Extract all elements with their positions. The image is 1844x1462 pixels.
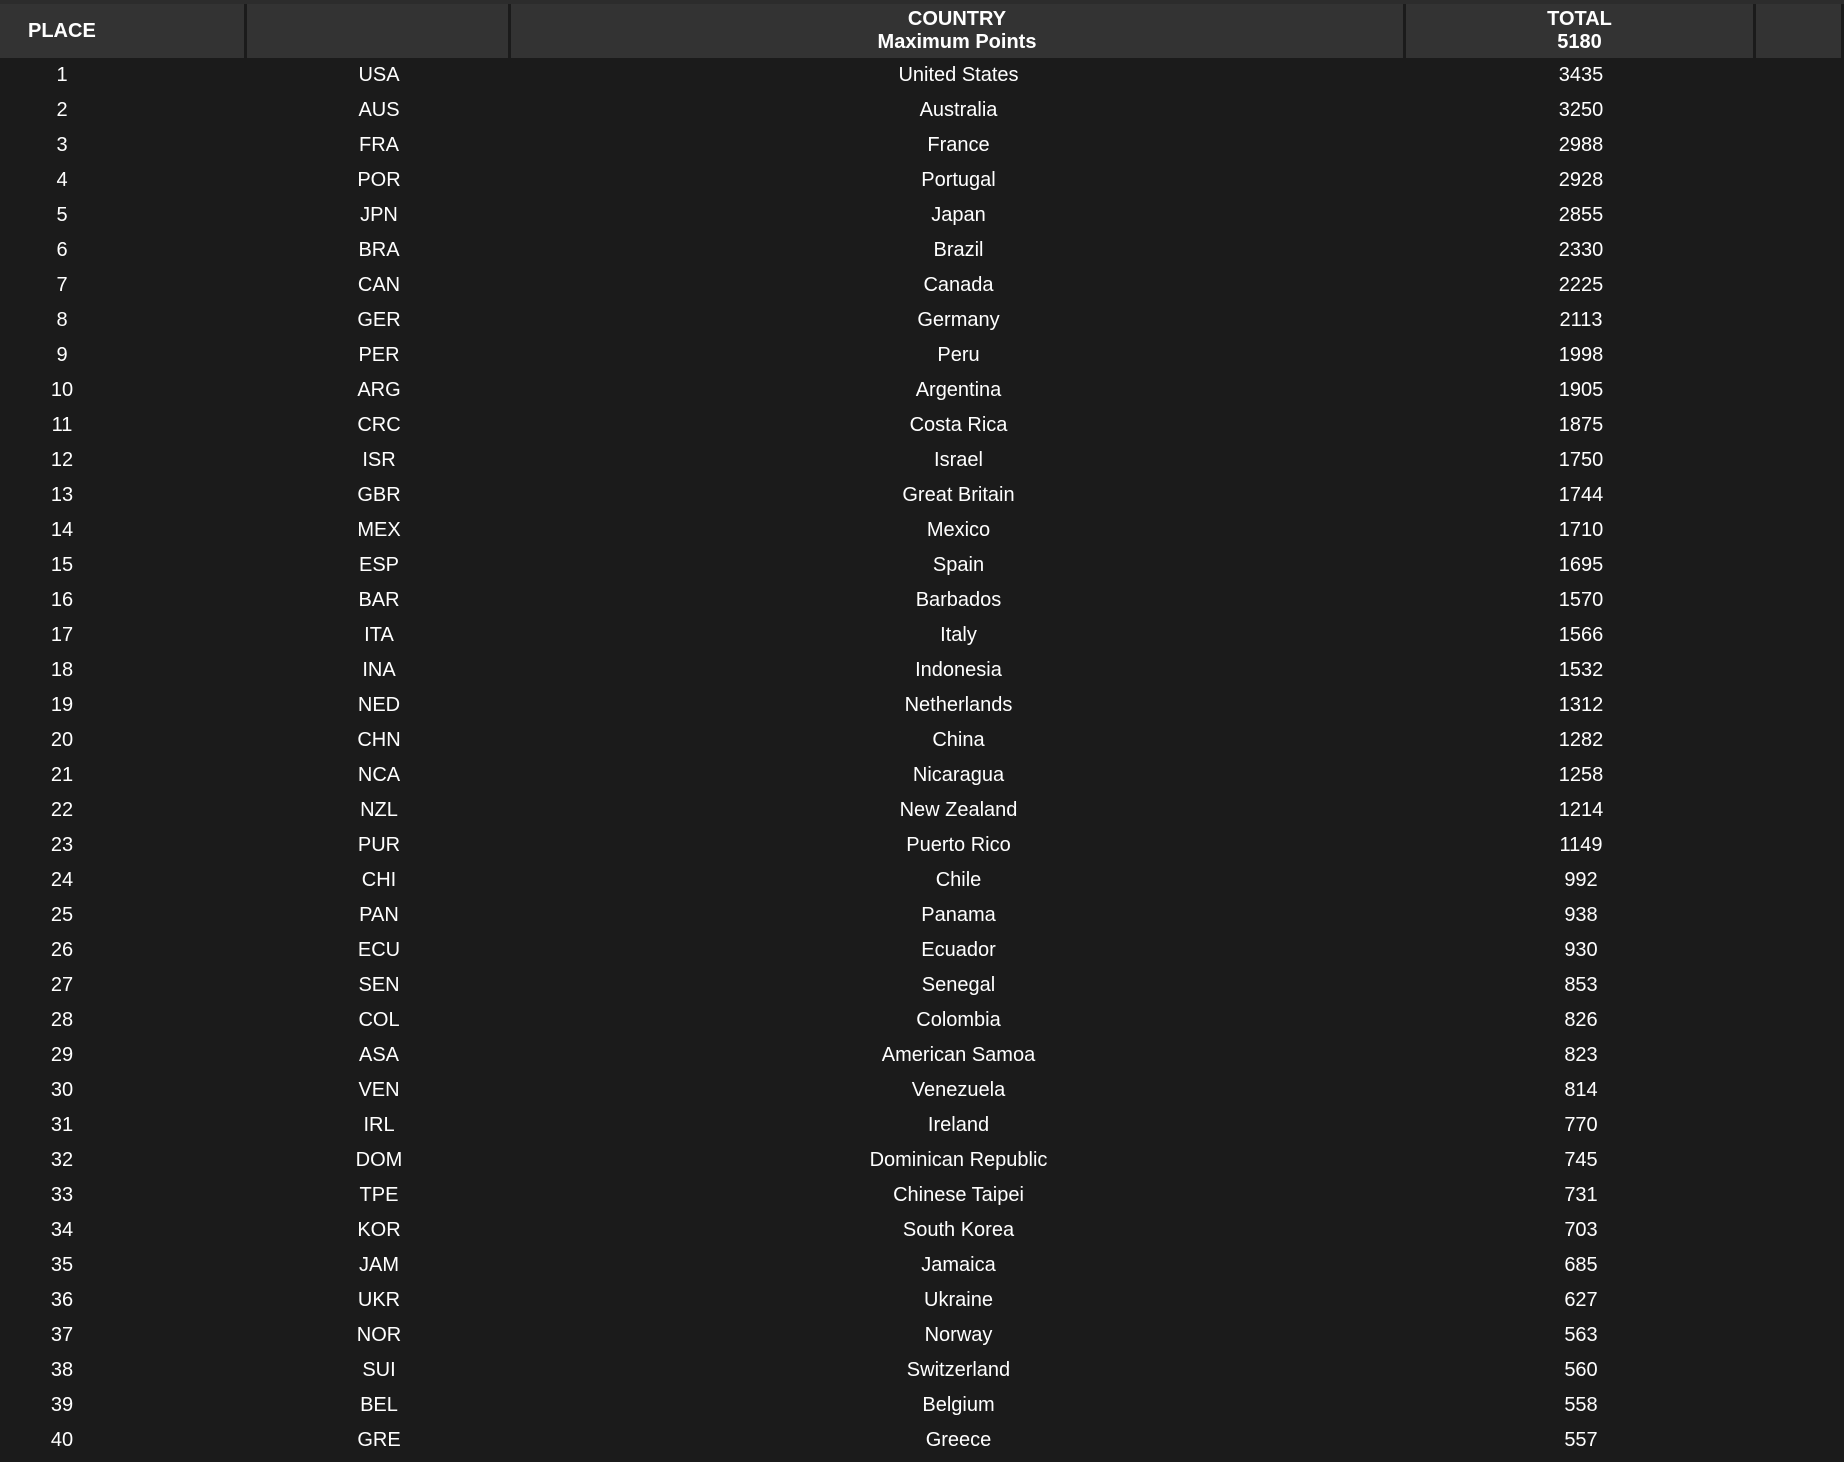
country-name-cell: Costa Rica bbox=[909, 414, 1008, 436]
country-code-cell: CHI bbox=[361, 869, 397, 891]
total-points-cell: 731 bbox=[1564, 1184, 1598, 1206]
country-code-cell: DOM bbox=[355, 1149, 403, 1171]
extra-cell bbox=[1756, 688, 1844, 723]
place-cell bbox=[0, 1178, 247, 1213]
country-name-cell: Nicaragua bbox=[912, 764, 1005, 786]
country-name-cell: Canada bbox=[923, 274, 994, 296]
country-header-label: COUNTRY bbox=[907, 8, 1007, 30]
total-points-cell: 853 bbox=[1564, 974, 1598, 996]
table-body bbox=[0, 58, 1844, 1458]
extra-cell bbox=[1756, 373, 1844, 408]
country-name-cell: Greece bbox=[925, 1429, 992, 1451]
extra-cell bbox=[1756, 1318, 1844, 1353]
extra-cell bbox=[1756, 933, 1844, 968]
total-points-cell: 1710 bbox=[1558, 519, 1604, 541]
table-row[interactable] bbox=[0, 93, 1844, 128]
country-code-cell: CHN bbox=[357, 729, 401, 751]
country-name-cell: Puerto Rico bbox=[906, 834, 1011, 856]
place-cell bbox=[0, 513, 247, 548]
place-value: 10 bbox=[50, 379, 74, 401]
extra-cell bbox=[1756, 1248, 1844, 1283]
place-cell bbox=[0, 1213, 247, 1248]
place-value: 22 bbox=[50, 799, 74, 821]
total-points-cell: 2330 bbox=[1558, 239, 1604, 261]
country-code-cell: UKR bbox=[357, 1289, 401, 1311]
country-code-cell: MEX bbox=[357, 519, 401, 541]
place-cell bbox=[0, 198, 247, 233]
country-code-cell: GRE bbox=[357, 1429, 401, 1451]
country-name-cell: Great Britain bbox=[902, 484, 1015, 506]
total-points-cell: 2928 bbox=[1558, 169, 1604, 191]
place-cell bbox=[0, 653, 247, 688]
country-code-cell: JAM bbox=[359, 1254, 399, 1276]
table-row[interactable] bbox=[0, 303, 1844, 338]
table-row[interactable] bbox=[0, 338, 1844, 373]
country-code-cell: VEN bbox=[358, 1079, 400, 1101]
extra-cell bbox=[1756, 898, 1844, 933]
extra-cell bbox=[1756, 443, 1844, 478]
country-code-cell: POR bbox=[357, 169, 401, 191]
table-row[interactable] bbox=[0, 863, 1844, 898]
total-points-cell: 814 bbox=[1564, 1079, 1598, 1101]
extra-cell bbox=[1756, 723, 1844, 758]
table-row[interactable] bbox=[0, 1143, 1844, 1178]
country-code-cell: KOR bbox=[357, 1219, 401, 1241]
total-points-cell: 1282 bbox=[1558, 729, 1604, 751]
total-points-cell: 1744 bbox=[1558, 484, 1604, 506]
total-points-cell: 823 bbox=[1564, 1044, 1598, 1066]
country-name-cell: Belgium bbox=[922, 1394, 995, 1416]
country-code-cell: NOR bbox=[356, 1324, 402, 1346]
total-points-cell: 703 bbox=[1564, 1219, 1598, 1241]
country-name-cell: Mexico bbox=[926, 519, 991, 541]
country-name-cell: France bbox=[927, 134, 990, 156]
country-code-cell: CAN bbox=[357, 274, 401, 296]
total-points-cell: 1695 bbox=[1558, 554, 1604, 576]
country-code-cell: PUR bbox=[357, 834, 401, 856]
place-value: 32 bbox=[50, 1149, 74, 1171]
total-points-cell: 1258 bbox=[1558, 764, 1604, 786]
table-row[interactable] bbox=[0, 758, 1844, 793]
extra-cell bbox=[1756, 128, 1844, 163]
country-name-cell: Chinese Taipei bbox=[893, 1184, 1024, 1206]
total-points-cell: 3250 bbox=[1558, 99, 1604, 121]
extra-cell bbox=[1756, 58, 1844, 93]
extra-cell bbox=[1756, 93, 1844, 128]
extra-cell bbox=[1756, 793, 1844, 828]
place-cell bbox=[0, 1038, 247, 1073]
place-value: 29 bbox=[50, 1044, 74, 1066]
place-cell bbox=[0, 93, 247, 128]
place-cell bbox=[0, 688, 247, 723]
total-header-label: TOTAL bbox=[1547, 8, 1612, 30]
country-name-cell: Norway bbox=[924, 1324, 993, 1346]
extra-cell bbox=[1756, 1038, 1844, 1073]
extra-cell bbox=[1756, 618, 1844, 653]
place-cell bbox=[0, 1388, 247, 1423]
extra-cell bbox=[1756, 338, 1844, 373]
place-cell bbox=[0, 478, 247, 513]
country-code-cell: BRA bbox=[358, 239, 400, 261]
place-cell bbox=[0, 373, 247, 408]
extra-cell bbox=[1756, 653, 1844, 688]
standings-table bbox=[0, 4, 1844, 1458]
country-code-cell: BEL bbox=[360, 1394, 398, 1416]
extra-cell bbox=[1756, 1388, 1844, 1423]
place-cell bbox=[0, 1248, 247, 1283]
country-name-cell: Italy bbox=[940, 624, 977, 646]
total-points-cell: 563 bbox=[1564, 1324, 1598, 1346]
country-name-cell: Indonesia bbox=[915, 659, 1002, 681]
country-code-cell: PAN bbox=[359, 904, 399, 926]
place-value: 31 bbox=[50, 1114, 74, 1136]
place-cell bbox=[0, 268, 247, 303]
table-row[interactable] bbox=[0, 478, 1844, 513]
place-value: 24 bbox=[50, 869, 74, 891]
place-value: 11 bbox=[51, 414, 73, 436]
place-cell bbox=[0, 1003, 247, 1038]
place-cell bbox=[0, 583, 247, 618]
total-points-cell: 560 bbox=[1564, 1359, 1598, 1381]
place-cell bbox=[0, 863, 247, 898]
country-code-cell: CRC bbox=[357, 414, 401, 436]
total-points-cell: 2113 bbox=[1559, 309, 1603, 331]
table-row[interactable] bbox=[0, 653, 1844, 688]
extra-cell bbox=[1756, 1003, 1844, 1038]
place-cell bbox=[0, 723, 247, 758]
total-column-header[interactable] bbox=[1406, 4, 1756, 58]
place-value: 39 bbox=[50, 1394, 74, 1416]
table-row[interactable] bbox=[0, 1388, 1844, 1423]
place-cell bbox=[0, 338, 247, 373]
total-points-cell: 1570 bbox=[1558, 589, 1604, 611]
total-points-cell: 1532 bbox=[1558, 659, 1604, 681]
place-cell bbox=[0, 128, 247, 163]
total-points-cell: 2988 bbox=[1558, 134, 1604, 156]
country-name-cell: Spain bbox=[932, 554, 985, 576]
total-points-cell: 557 bbox=[1564, 1429, 1598, 1451]
extra-cell bbox=[1756, 548, 1844, 583]
place-value: 33 bbox=[50, 1184, 74, 1206]
total-points-cell: 3435 bbox=[1558, 64, 1604, 86]
total-points-cell: 770 bbox=[1564, 1114, 1598, 1136]
extra-cell bbox=[1756, 303, 1844, 338]
place-value: 25 bbox=[50, 904, 74, 926]
country-name-cell: Germany bbox=[917, 309, 1000, 331]
total-points-cell: 1875 bbox=[1558, 414, 1604, 436]
country-name-cell: Australia bbox=[919, 99, 998, 121]
country-code-cell: NCA bbox=[357, 764, 401, 786]
country-name-cell: American Samoa bbox=[881, 1044, 1036, 1066]
place-value: 20 bbox=[50, 729, 74, 751]
place-value: 4 bbox=[56, 169, 68, 191]
table-row[interactable] bbox=[0, 793, 1844, 828]
country-name-cell: Jamaica bbox=[921, 1254, 996, 1276]
country-code-cell: ASA bbox=[358, 1044, 400, 1066]
extra-column-header bbox=[1756, 4, 1844, 58]
country-name-cell: Brazil bbox=[933, 239, 984, 261]
table-row[interactable] bbox=[0, 548, 1844, 583]
table-row[interactable] bbox=[0, 268, 1844, 303]
country-code-cell: ARG bbox=[357, 379, 401, 401]
country-name-cell: Colombia bbox=[916, 1009, 1001, 1031]
country-code-cell: ISR bbox=[362, 449, 396, 471]
country-code-cell: USA bbox=[358, 64, 400, 86]
extra-cell bbox=[1756, 1143, 1844, 1178]
place-value: 2 bbox=[56, 99, 68, 121]
place-cell bbox=[0, 828, 247, 863]
country-name-cell: Dominican Republic bbox=[869, 1149, 1048, 1171]
country-name-cell: Ukraine bbox=[924, 1289, 993, 1311]
table-row[interactable] bbox=[0, 443, 1844, 478]
country-name-cell: Barbados bbox=[915, 589, 1002, 611]
place-cell bbox=[0, 933, 247, 968]
table-row[interactable] bbox=[0, 688, 1844, 723]
place-value: 37 bbox=[50, 1324, 74, 1346]
place-value: 15 bbox=[50, 554, 74, 576]
country-code-cell: ITA bbox=[364, 624, 394, 646]
total-points-cell: 938 bbox=[1564, 904, 1598, 926]
country-code-cell: ESP bbox=[358, 554, 400, 576]
place-cell bbox=[0, 233, 247, 268]
country-code-cell: FRA bbox=[359, 134, 399, 156]
country-name-cell: Portugal bbox=[921, 169, 996, 191]
extra-cell bbox=[1756, 968, 1844, 1003]
country-name-cell: Ireland bbox=[927, 1114, 990, 1136]
total-points-cell: 627 bbox=[1564, 1289, 1598, 1311]
table-row[interactable] bbox=[0, 1178, 1844, 1213]
total-points-cell: 745 bbox=[1564, 1149, 1598, 1171]
header-row bbox=[0, 4, 1844, 58]
total-points-cell: 1312 bbox=[1558, 694, 1604, 716]
place-value: 30 bbox=[50, 1079, 74, 1101]
code-column-header[interactable] bbox=[247, 4, 511, 58]
table-row[interactable] bbox=[0, 618, 1844, 653]
extra-cell bbox=[1756, 1353, 1844, 1388]
total-points-cell: 992 bbox=[1564, 869, 1598, 891]
country-code-cell: GER bbox=[357, 309, 401, 331]
country-name-cell: Peru bbox=[937, 344, 980, 366]
place-value: 35 bbox=[50, 1254, 74, 1276]
country-code-cell: COL bbox=[358, 1009, 400, 1031]
table-row[interactable] bbox=[0, 233, 1844, 268]
place-value: 6 bbox=[56, 239, 68, 261]
table-row[interactable] bbox=[0, 1038, 1844, 1073]
place-value: 14 bbox=[50, 519, 74, 541]
place-value: 40 bbox=[50, 1429, 74, 1451]
place-cell bbox=[0, 303, 247, 338]
table-row[interactable] bbox=[0, 1108, 1844, 1143]
total-points-cell: 1750 bbox=[1558, 449, 1604, 471]
table-row[interactable] bbox=[0, 58, 1844, 93]
extra-cell bbox=[1756, 268, 1844, 303]
place-cell bbox=[0, 1108, 247, 1143]
extra-cell bbox=[1756, 1213, 1844, 1248]
extra-cell bbox=[1756, 758, 1844, 793]
place-header-label: PLACE bbox=[28, 19, 96, 42]
table-row[interactable] bbox=[0, 933, 1844, 968]
table-row[interactable] bbox=[0, 128, 1844, 163]
place-column-header[interactable] bbox=[0, 4, 247, 58]
country-name-cell: Venezuela bbox=[911, 1079, 1006, 1101]
country-name-cell: Ecuador bbox=[921, 939, 996, 961]
country-name-cell: New Zealand bbox=[899, 799, 1018, 821]
extra-cell bbox=[1756, 478, 1844, 513]
table-row[interactable] bbox=[0, 198, 1844, 233]
place-value: 34 bbox=[50, 1219, 74, 1241]
extra-cell bbox=[1756, 163, 1844, 198]
country-code-cell: GBR bbox=[357, 484, 401, 506]
table-row[interactable] bbox=[0, 163, 1844, 198]
extra-cell bbox=[1756, 583, 1844, 618]
extra-cell bbox=[1756, 1073, 1844, 1108]
total-points-cell: 1998 bbox=[1558, 344, 1604, 366]
table-row[interactable] bbox=[0, 583, 1844, 618]
extra-cell bbox=[1756, 863, 1844, 898]
extra-cell bbox=[1756, 828, 1844, 863]
total-points-cell: 826 bbox=[1564, 1009, 1598, 1031]
place-cell bbox=[0, 618, 247, 653]
place-value: 3 bbox=[56, 134, 68, 156]
extra-cell bbox=[1756, 1283, 1844, 1318]
country-name-cell: Switzerland bbox=[906, 1359, 1011, 1381]
total-points-cell: 685 bbox=[1564, 1254, 1598, 1276]
place-value: 8 bbox=[56, 309, 68, 331]
table-row[interactable] bbox=[0, 898, 1844, 933]
place-value: 26 bbox=[50, 939, 74, 961]
table-row[interactable] bbox=[0, 373, 1844, 408]
country-name-cell: Panama bbox=[921, 904, 996, 926]
place-cell bbox=[0, 1073, 247, 1108]
place-cell bbox=[0, 408, 247, 443]
table-header bbox=[0, 4, 1844, 58]
table-row[interactable] bbox=[0, 408, 1844, 443]
country-name-cell: Israel bbox=[934, 449, 983, 471]
total-points-cell: 1149 bbox=[1559, 834, 1603, 856]
place-cell bbox=[0, 793, 247, 828]
place-cell bbox=[0, 1353, 247, 1388]
place-value: 18 bbox=[50, 659, 74, 681]
country-name-cell: South Korea bbox=[902, 1219, 1015, 1241]
table-row[interactable] bbox=[0, 968, 1844, 1003]
place-value: 7 bbox=[56, 274, 68, 296]
place-cell bbox=[0, 1318, 247, 1353]
place-cell bbox=[0, 1143, 247, 1178]
extra-cell bbox=[1756, 1108, 1844, 1143]
country-name-cell: Netherlands bbox=[904, 694, 1013, 716]
country-code-cell: INA bbox=[362, 659, 396, 681]
table-row[interactable] bbox=[0, 723, 1844, 758]
country-code-cell: PER bbox=[358, 344, 400, 366]
place-value: 28 bbox=[50, 1009, 74, 1031]
country-name-cell: Japan bbox=[931, 204, 986, 226]
country-code-cell: SEN bbox=[358, 974, 400, 996]
country-name-cell: China bbox=[932, 729, 985, 751]
total-points-cell: 558 bbox=[1564, 1394, 1598, 1416]
place-cell bbox=[0, 548, 247, 583]
country-code-cell: BAR bbox=[358, 589, 400, 611]
extra-cell bbox=[1756, 408, 1844, 443]
place-cell bbox=[0, 898, 247, 933]
country-code-cell: IRL bbox=[363, 1114, 395, 1136]
place-value: 36 bbox=[50, 1289, 74, 1311]
place-value: 5 bbox=[56, 204, 68, 226]
place-cell bbox=[0, 163, 247, 198]
place-value: 21 bbox=[50, 764, 74, 786]
place-cell bbox=[0, 443, 247, 478]
extra-cell bbox=[1756, 1178, 1844, 1213]
table-row[interactable] bbox=[0, 1318, 1844, 1353]
table-row[interactable] bbox=[0, 1248, 1844, 1283]
total-header-sublabel: 5180 bbox=[1557, 31, 1602, 53]
country-code-cell: AUS bbox=[358, 99, 400, 121]
country-name-cell: United States bbox=[898, 64, 1019, 86]
country-code-cell: NED bbox=[357, 694, 401, 716]
extra-cell bbox=[1756, 233, 1844, 268]
total-points-cell: 2855 bbox=[1558, 204, 1604, 226]
total-points-cell: 1214 bbox=[1558, 799, 1604, 821]
place-value: 13 bbox=[50, 484, 74, 506]
country-code-cell: SUI bbox=[362, 1359, 396, 1381]
place-value: 38 bbox=[50, 1359, 74, 1381]
table-row[interactable] bbox=[0, 1353, 1844, 1388]
total-points-cell: 930 bbox=[1564, 939, 1598, 961]
table-row[interactable] bbox=[0, 1073, 1844, 1108]
country-name-cell: Argentina bbox=[915, 379, 1002, 401]
place-value: 16 bbox=[50, 589, 74, 611]
place-value: 9 bbox=[56, 344, 68, 366]
table-row[interactable] bbox=[0, 828, 1844, 863]
extra-cell bbox=[1756, 1423, 1844, 1458]
extra-cell bbox=[1756, 198, 1844, 233]
place-value: 1 bbox=[56, 64, 68, 86]
table-row[interactable] bbox=[0, 1423, 1844, 1458]
place-value: 17 bbox=[50, 624, 74, 646]
table-row[interactable] bbox=[0, 1283, 1844, 1318]
country-name-cell: Chile bbox=[935, 869, 982, 891]
country-name-cell: Senegal bbox=[921, 974, 996, 996]
total-points-cell: 2225 bbox=[1558, 274, 1604, 296]
country-code-cell: ECU bbox=[357, 939, 401, 961]
place-cell bbox=[0, 1423, 247, 1458]
place-value: 19 bbox=[50, 694, 74, 716]
place-value: 12 bbox=[50, 449, 74, 471]
country-code-cell: NZL bbox=[360, 799, 398, 821]
total-points-cell: 1905 bbox=[1558, 379, 1604, 401]
place-value: 27 bbox=[50, 974, 74, 996]
table-row[interactable] bbox=[0, 513, 1844, 548]
table-row[interactable] bbox=[0, 1003, 1844, 1038]
country-header-sublabel: Maximum Points bbox=[877, 31, 1037, 53]
country-code-cell: TPE bbox=[359, 1184, 399, 1206]
country-code-cell: JPN bbox=[360, 204, 398, 226]
table-row[interactable] bbox=[0, 1213, 1844, 1248]
place-cell bbox=[0, 1283, 247, 1318]
total-points-cell: 1566 bbox=[1558, 624, 1604, 646]
place-value: 23 bbox=[50, 834, 74, 856]
place-cell bbox=[0, 58, 247, 93]
country-column-header[interactable] bbox=[511, 4, 1406, 58]
place-cell bbox=[0, 758, 247, 793]
extra-cell bbox=[1756, 513, 1844, 548]
place-cell bbox=[0, 968, 247, 1003]
